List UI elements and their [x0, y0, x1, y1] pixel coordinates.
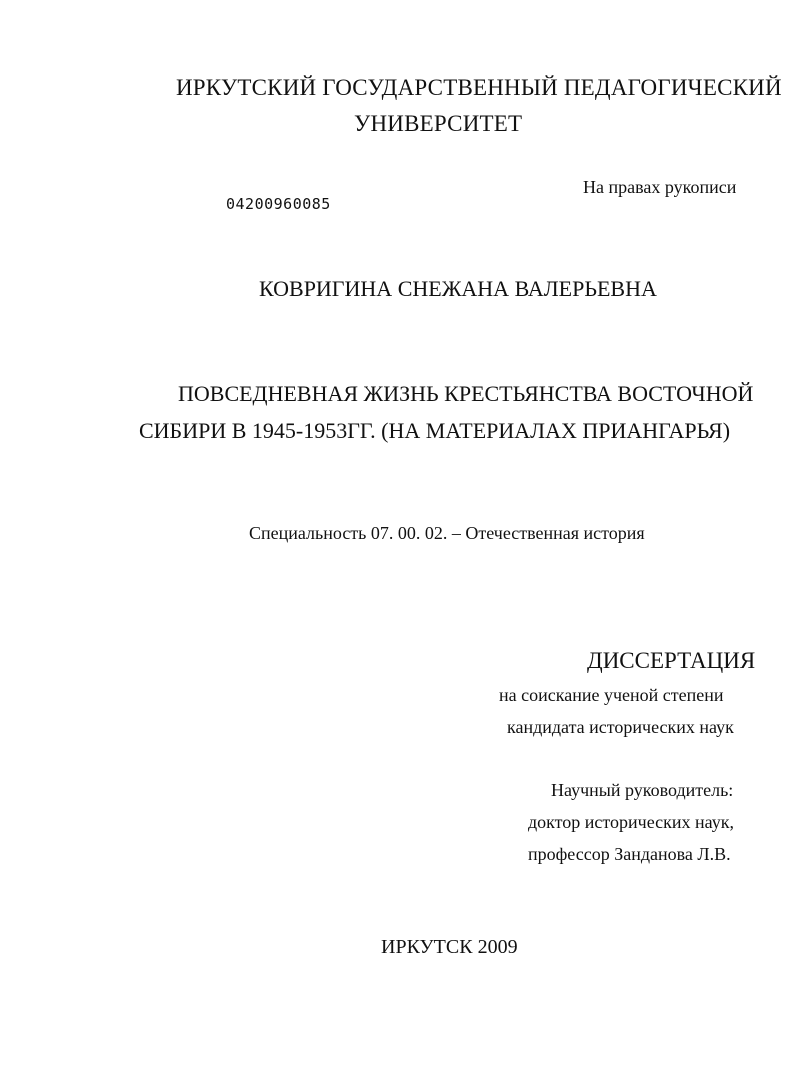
- rights-note: На правах рукописи: [583, 177, 737, 197]
- supervisor-name: профессор Занданова Л.В.: [528, 844, 731, 864]
- thesis-title-line1: ПОВСЕДНЕВНАЯ ЖИЗНЬ КРЕСТЬЯНСТВА ВОСТОЧНОЙ: [178, 381, 754, 406]
- catalog-number: 04200960085: [226, 195, 331, 213]
- city-year: ИРКУТСК 2009: [381, 936, 518, 958]
- university-name-line1: ИРКУТСКИЙ ГОСУДАРСТВЕННЫЙ ПЕДАГОГИЧЕСКИЙ: [176, 75, 782, 100]
- university-name-line2: УНИВЕРСИТЕТ: [354, 111, 523, 136]
- author-name: КОВРИГИНА СНЕЖАНА ВАЛЕРЬЕВНА: [259, 276, 657, 301]
- dissertation-degree-line2: кандидата исторических наук: [507, 717, 734, 737]
- specialty-line: Специальность 07. 00. 02. – Отечественная история: [249, 523, 645, 543]
- dissertation-heading: ДИССЕРТАЦИЯ: [587, 648, 756, 673]
- supervisor-degree: доктор исторических наук,: [528, 812, 734, 832]
- dissertation-degree-line1: на соискание ученой степени: [499, 685, 724, 705]
- supervisor-label: Научный руководитель:: [551, 780, 734, 800]
- thesis-title-line2: СИБИРИ В 1945-1953ГГ. (НА МАТЕРИАЛАХ ПРИАНГАРЬЯ): [139, 418, 731, 443]
